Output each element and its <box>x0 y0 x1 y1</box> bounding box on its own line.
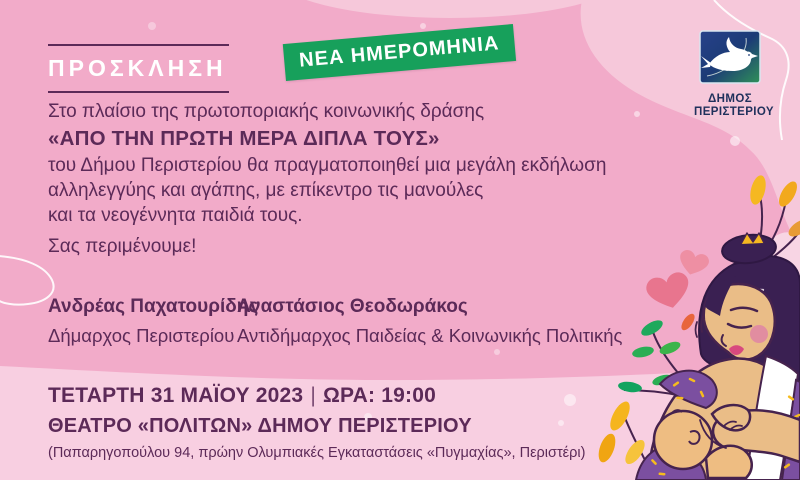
event-venue: ΘΕΑΤΡΟ «ΠΟΛΙΤΩΝ» ΔΗΜΟΥ ΠΕΡΙΣΤΕΡΙΟΥ <box>48 415 472 437</box>
event-time: ΩΡΑ: 19:00 <box>322 384 436 407</box>
signatory-title: Αντιδήμαρχος Παιδείας & Κοινωνικής Πολιτικής <box>237 325 623 346</box>
separator: | <box>310 384 316 407</box>
signatory-mayor <box>48 296 258 347</box>
closing-line: Σας περιμένουμε! <box>48 236 197 257</box>
signatory-name: Αναστάσιος Θεοδωράκος <box>237 296 468 317</box>
signatory-deputy-mayor <box>237 296 622 347</box>
municipality-name-line1: ΔΗΜΟΣ <box>708 93 752 105</box>
baby-head <box>654 411 712 469</box>
new-date-banner: ΝΕΑ ΗΜΕΡΟΜΗΝΙΑ <box>283 24 516 81</box>
municipality-logo <box>694 30 774 119</box>
action-title: «ΑΠΟ ΤΗΝ ΠΡΩΤΗ ΜΕΡΑ ΔΙΠΛΑ ΤΟΥΣ» <box>48 127 440 150</box>
event-date-time <box>48 384 585 408</box>
detail-line: του Δήμου Περιστερίου θα πραγματοποιηθεί μια μεγάλη εκδήλωση <box>48 155 607 176</box>
event-date: ΤΕΤΑΡΤΗ 31 ΜΑΪΟΥ 2023 <box>48 384 304 407</box>
signatory-name: Ανδρέας Παχατουρίδης <box>48 296 259 317</box>
municipality-name-line2: ΠΕΡΙΣΤΕΡΙΟΥ <box>694 106 774 118</box>
signatory-title: Δήμαρχος Περιστερίου <box>48 325 235 346</box>
detail-line: και τα νεογέννητα παιδιά τους. <box>48 205 303 226</box>
event-address: (Παπαρηγοπούλου 94, πρώην Ολυμπιακές Εγκαταστάσεις «Πυγμαχίας», Περιστέρι) <box>48 445 586 461</box>
dove-icon <box>699 30 761 84</box>
intro-line: Στο πλαίσιο της πρωτοποριακής κοινωνικής δράσης <box>48 101 485 122</box>
body-copy <box>48 99 606 228</box>
baby-arm <box>706 446 752 478</box>
municipality-name <box>694 93 774 119</box>
invitation-title: ΠΡΟΣΚΛΗΣΗ <box>48 44 229 93</box>
detail-line: αλληλεγγύης και αγάπης, με επίκεντρο τις μανούλες <box>48 180 484 201</box>
event-details <box>48 384 585 461</box>
